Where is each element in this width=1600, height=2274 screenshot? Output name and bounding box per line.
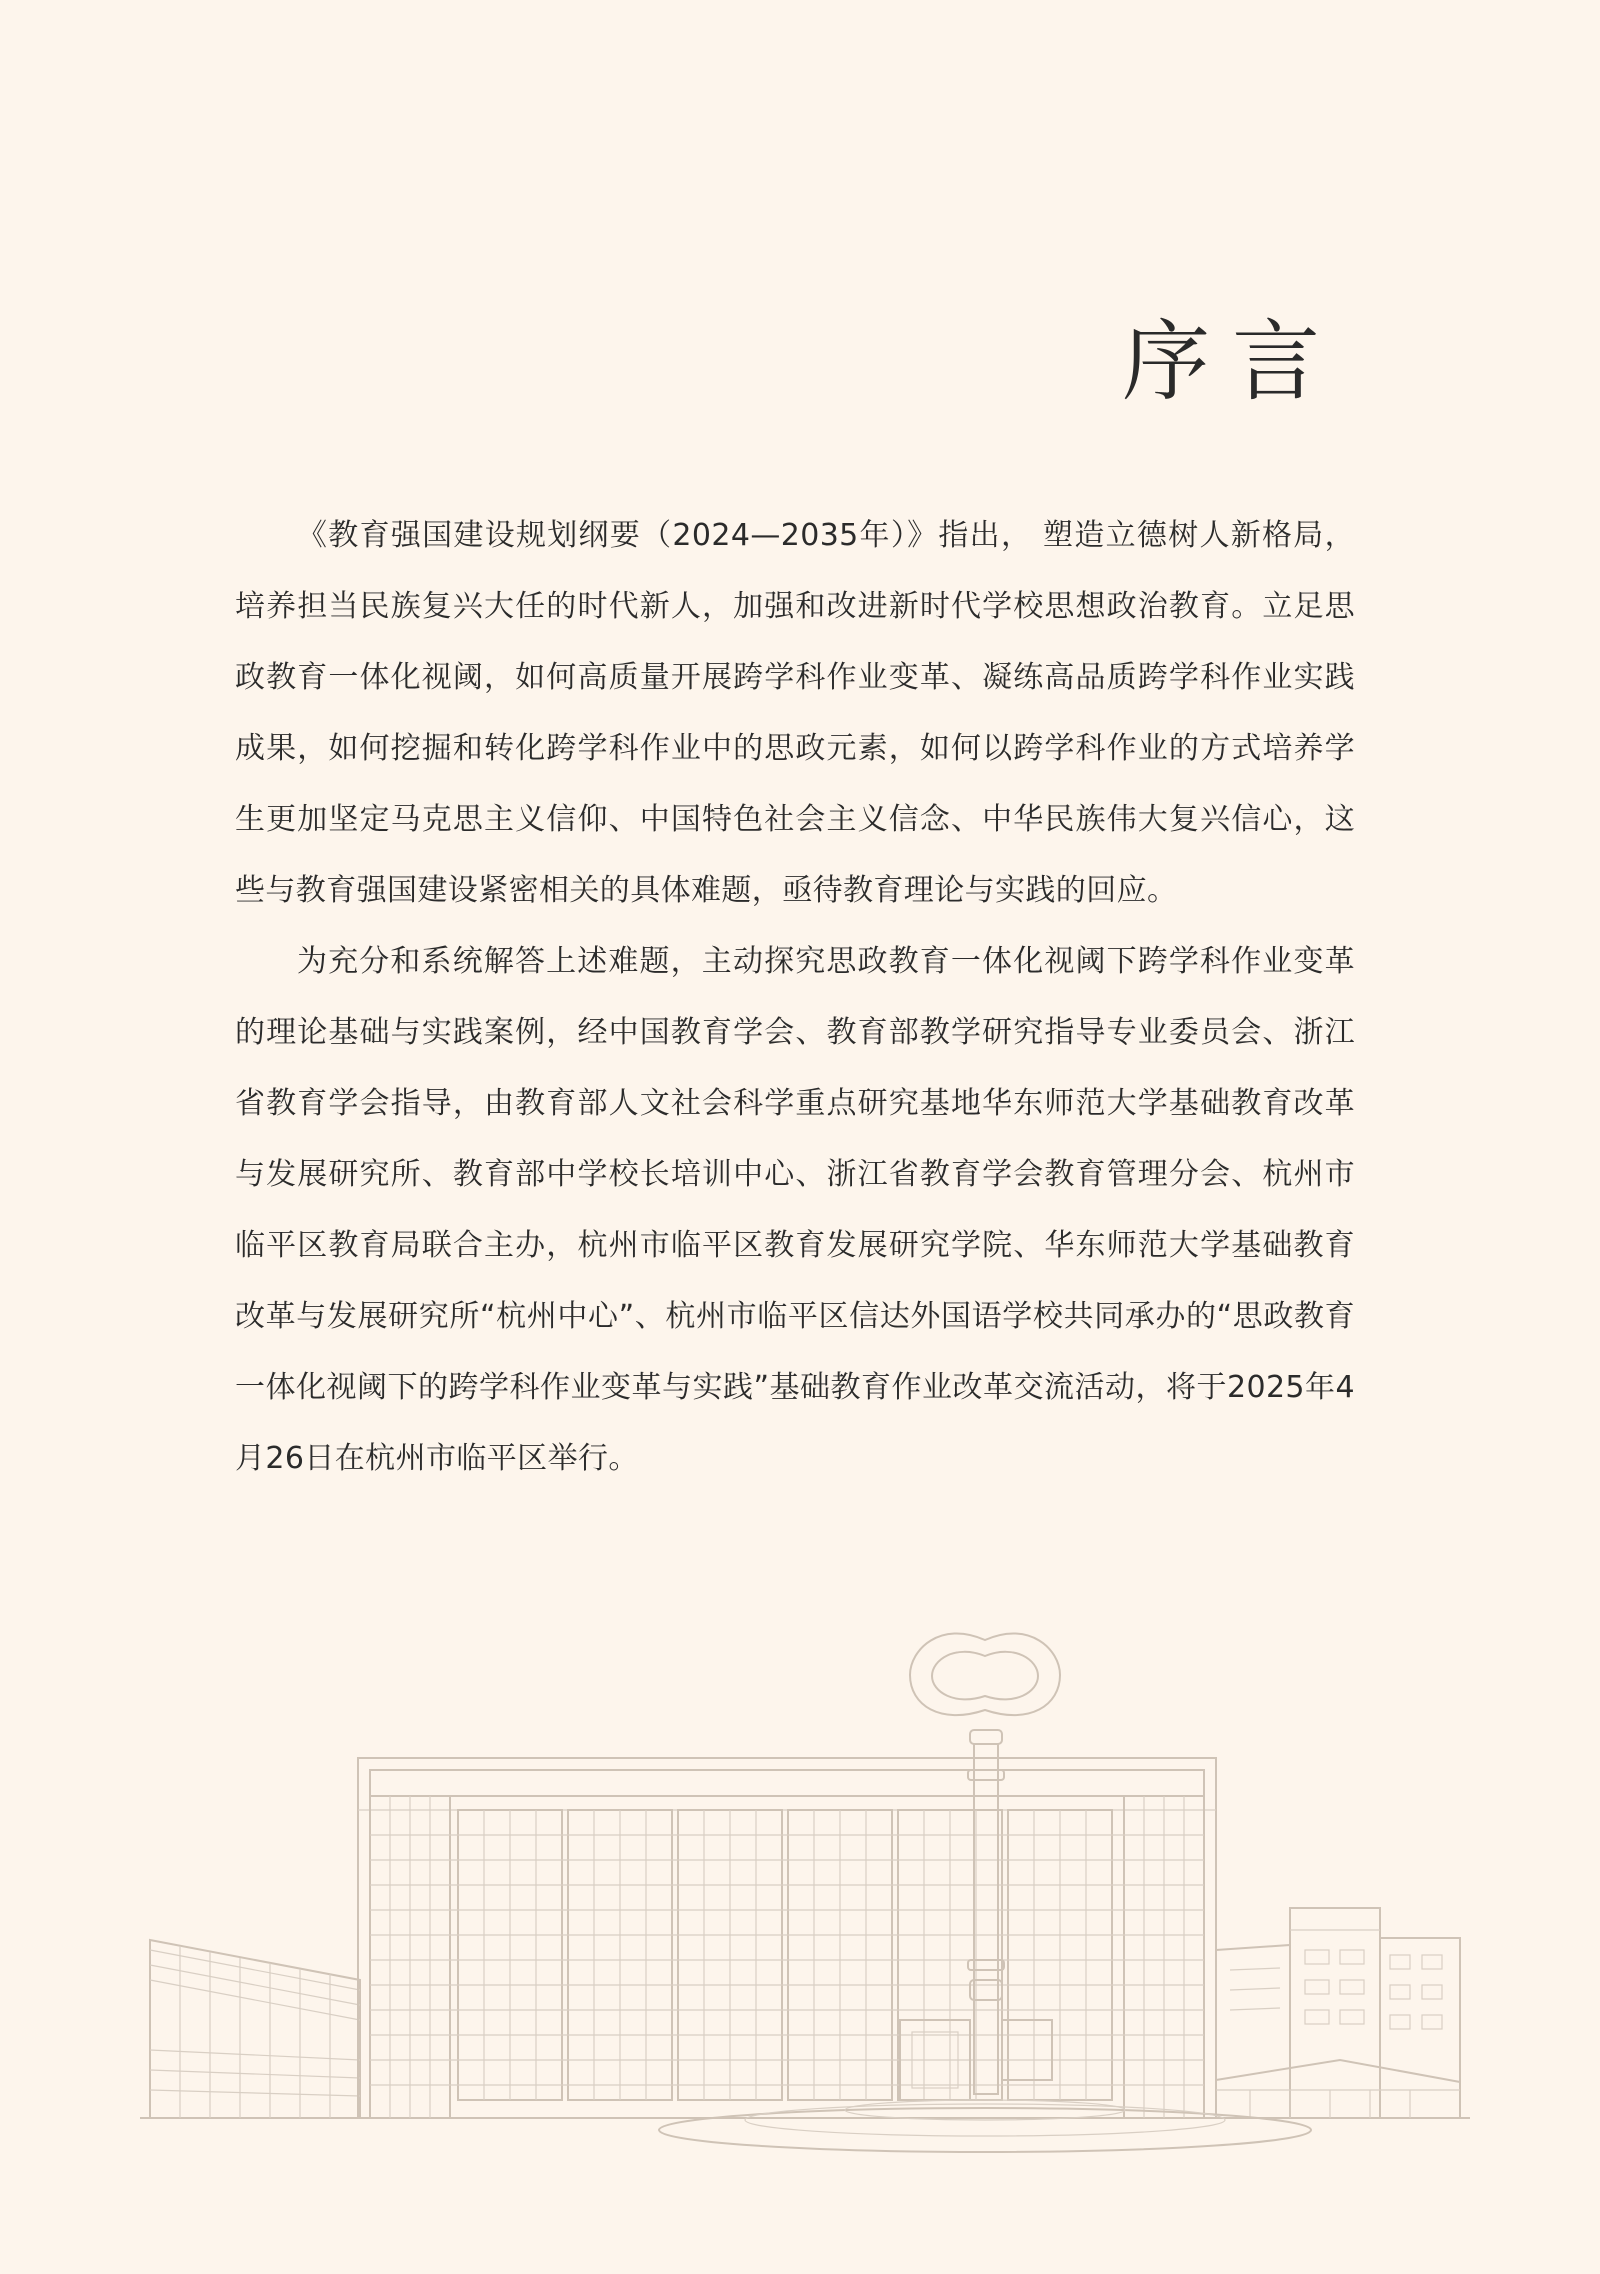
main-building [358,1758,1216,2118]
plaza-platform [659,2100,1311,2152]
paragraph-1: 《教育强国建设规划纲要（2024—2035年）》指出， 塑造立德树人新格局，培养担当民族复兴大任的时代新人，加强和改进新时代学校思想政治教育。立足思政教育一体化视阈，如何高质量开展跨学科作业变革、凝练高品质跨学科作业实践成果，如何挖掘和转化跨学科作业中的思政元素，如何以跨学科作业的方式培养学生更加坚定马克思主义信仰、中国特色社会主义信念、中华民族伟大复兴信心，这些与教育强国建设紧密相关的具体难题，亟待教育理论与实践的回应。 [235,518,1355,908]
page-title: 序言 [1121,310,1342,413]
campus-building-line-art-icon [140,1620,1470,2180]
right-buildings [1216,1908,1460,2118]
left-building [150,1940,360,2118]
preface-body [235,500,1355,1494]
paragraph-2: 为充分和系统解答上述难题，主动探究思政教育一体化视阈下跨学科作业变革的理论基础与实践案例，经中国教育学会、教育部教学研究指导专业委员会、浙江省教育学会指导，由教育部人文社会科学重点研究基地华东师范大学基础教育改革与发展研究所、教育部中学校长培训中心、浙江省教育学会教育管理分会、杭州市临平区教育局联合主办，杭州市临平区教育发展研究学院、华东师范大学基础教育改革与发展研究所“杭州中心”、杭州市临平区信达外国语学校共同承办的“思政教育一体化视阈下的跨学科作业变革与实践”基础教育作业改革交流活动，将于2025年4月26日在杭州市临平区举行。 [235,944,1355,1476]
